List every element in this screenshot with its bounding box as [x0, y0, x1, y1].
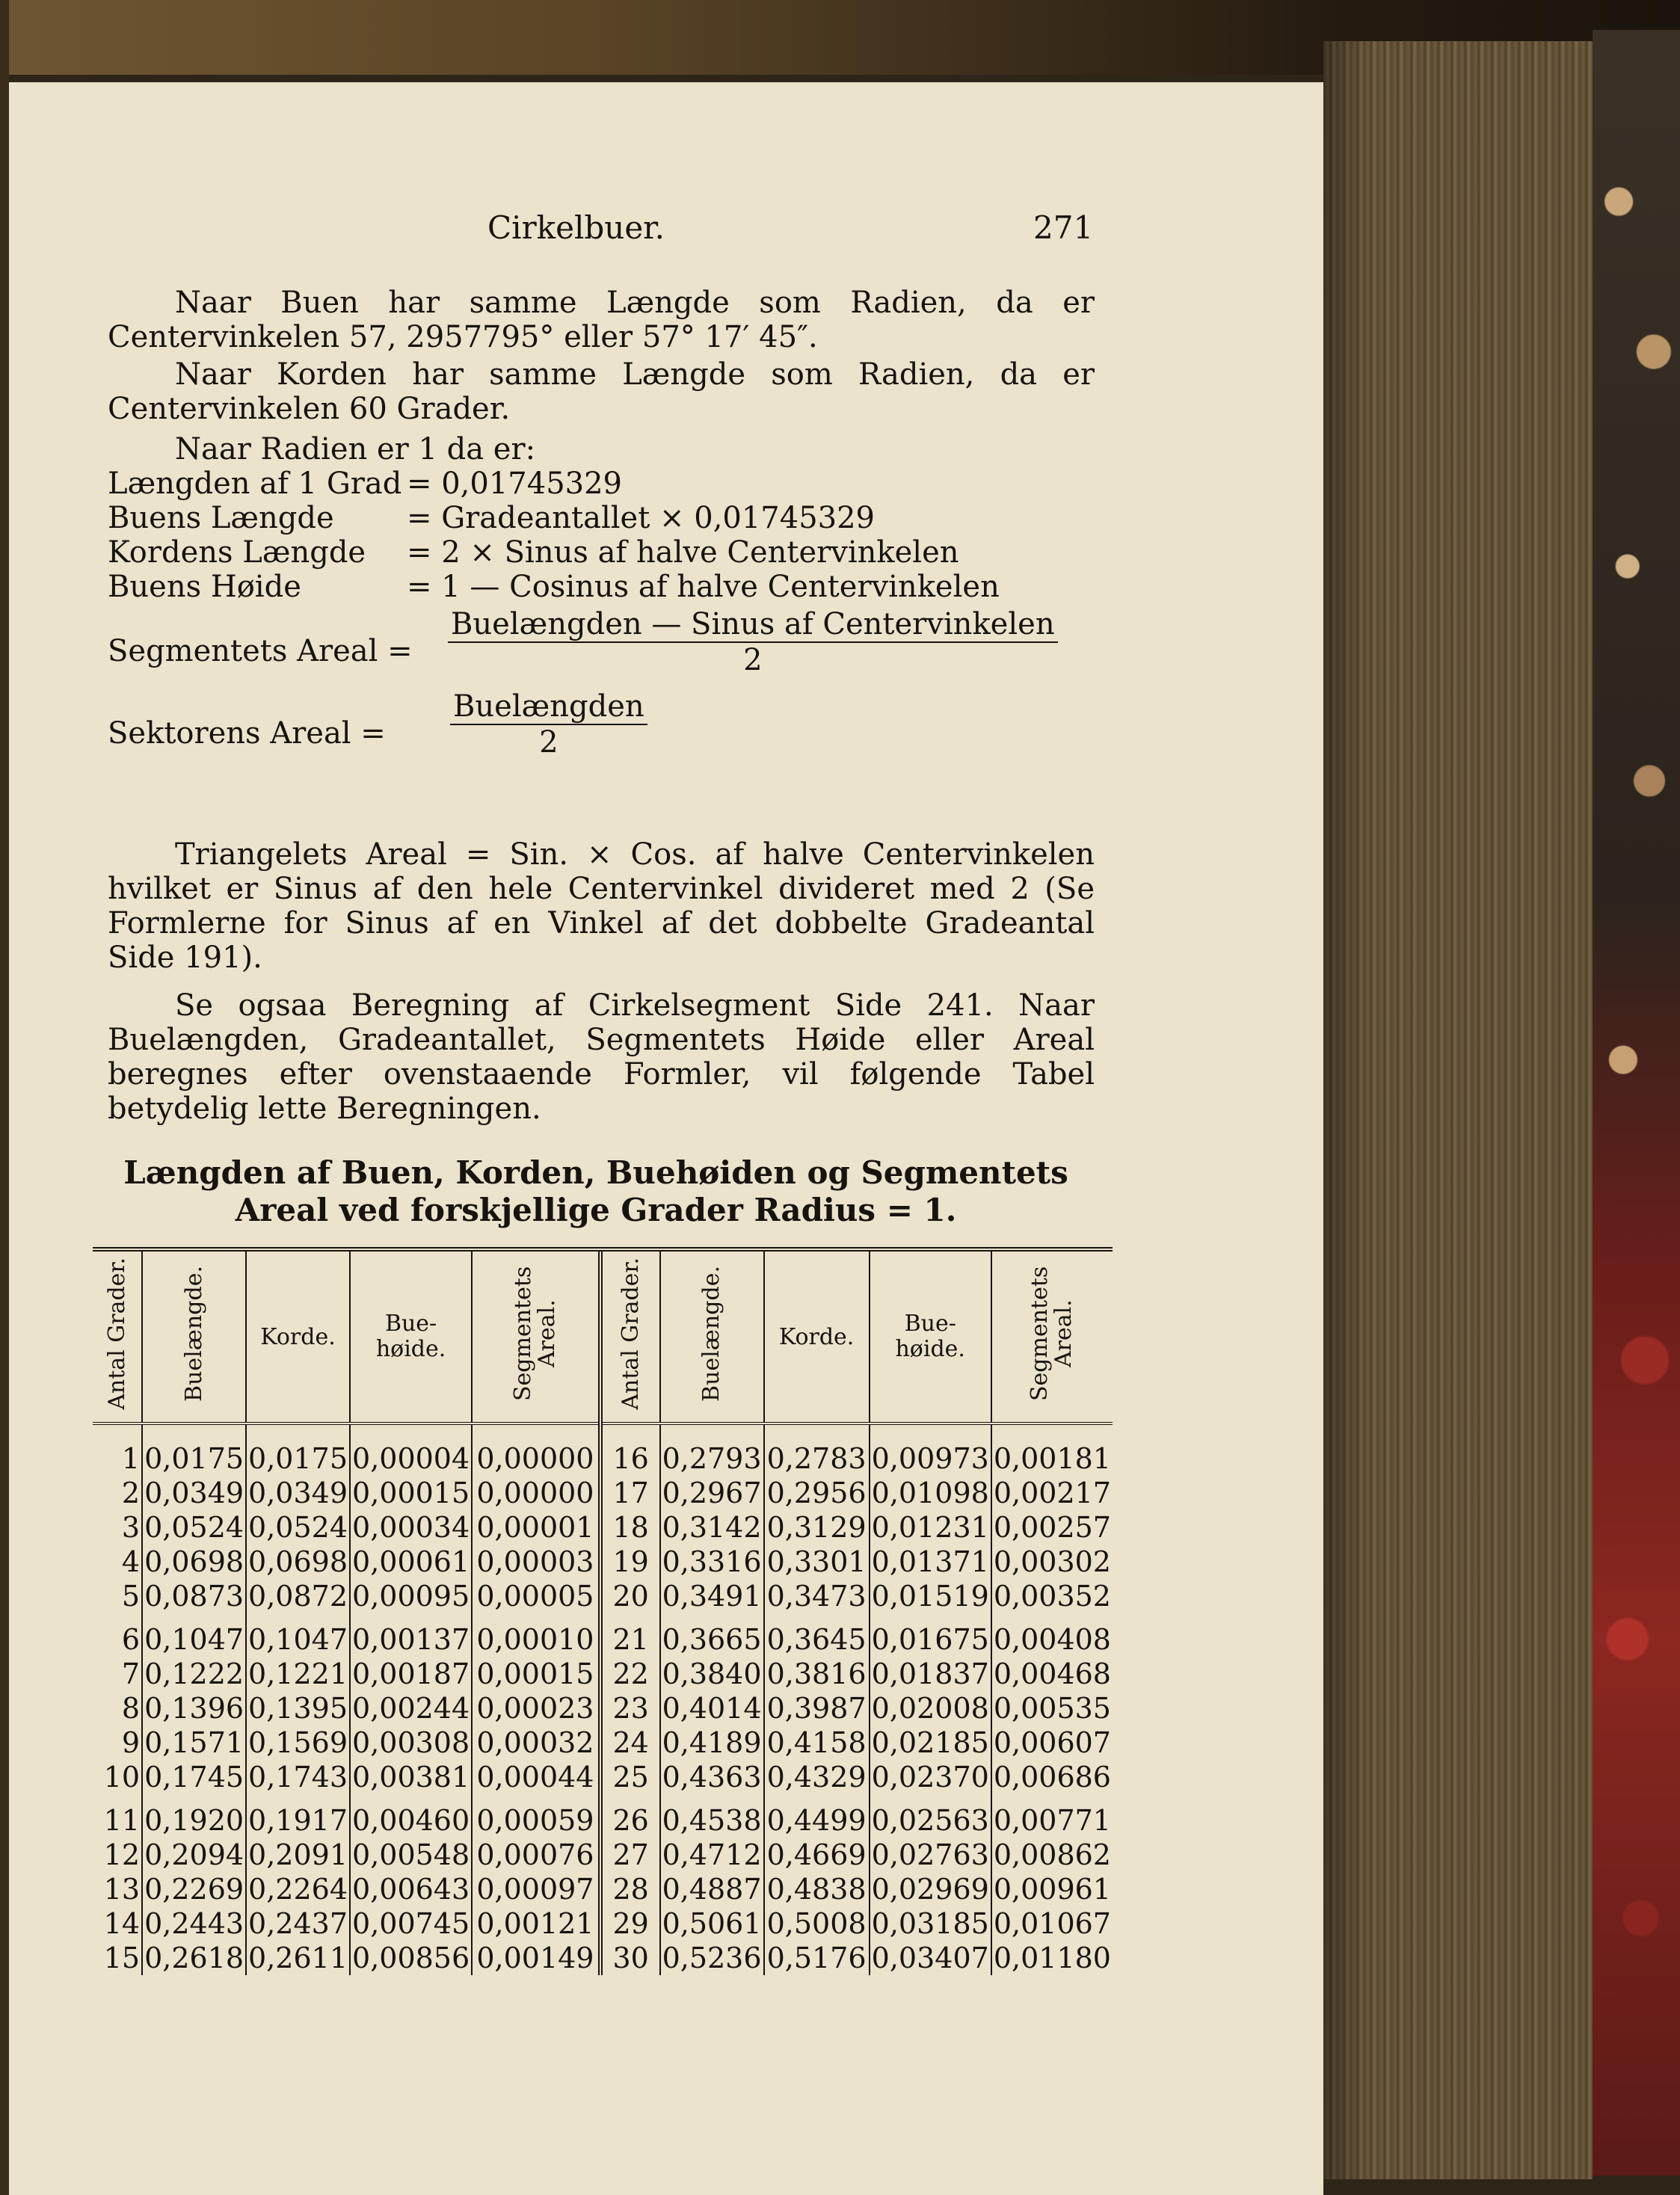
table-row [93, 1794, 1113, 1838]
table-cell: 0,00023 [472, 1691, 600, 1725]
table-cell: 0,00015 [472, 1657, 600, 1691]
table-row [93, 1760, 1113, 1794]
table-cell: 0,2269 [142, 1872, 246, 1906]
table-cell: 0,00005 [472, 1579, 600, 1613]
table-cell: 0,00686 [991, 1760, 1113, 1794]
table-cell: 0,3473 [764, 1579, 870, 1613]
table-cell: 0,3816 [764, 1657, 870, 1691]
table-cell: 3 [121, 1511, 141, 1544]
fraction [450, 689, 647, 760]
table-cell: 17 [600, 1476, 660, 1510]
table-cell: 0,03185 [870, 1906, 991, 1941]
col-header: Bue-høide. [870, 1249, 991, 1423]
table-cell: 0,2091 [246, 1838, 350, 1872]
table-cell: 0,00771 [991, 1794, 1113, 1838]
table-cell: 0,4887 [660, 1872, 764, 1906]
table-cell: 26 [600, 1794, 660, 1838]
table-cell: 0,4538 [660, 1794, 764, 1838]
formula-line: Længden af 1 Grad = 0,01745329 [108, 467, 622, 501]
table-cell: 0,0698 [142, 1545, 246, 1579]
table-cell: 0,0349 [142, 1476, 246, 1510]
formula-list [108, 467, 1000, 604]
table-cell: 30 [600, 1941, 660, 1975]
table-cell: 0,00015 [350, 1476, 472, 1510]
table-cell: 1 [121, 1442, 141, 1475]
table-cell: 0,0524 [142, 1510, 246, 1545]
table-cell: 4 [121, 1545, 141, 1578]
table-cell: 0,00745 [350, 1906, 472, 1941]
table-cell: 0,02185 [870, 1725, 991, 1760]
table-cell: 0,02008 [870, 1691, 991, 1725]
table-cell: 0,00535 [991, 1691, 1113, 1725]
table-cell: 0,00856 [350, 1941, 472, 1975]
col-header: Antal Grader. [600, 1249, 660, 1423]
table-cell: 0,00607 [991, 1725, 1113, 1760]
col-header: Korde. [764, 1249, 870, 1423]
table-cell: 15 [103, 1942, 141, 1974]
col-header: Buelængde. [660, 1249, 764, 1423]
col-header: Buelængde. [142, 1249, 246, 1423]
table-row [93, 1725, 1113, 1760]
table-row [93, 1872, 1113, 1906]
paragraph-chord-equals-radius: Naar Korden har samme Længde som Radien, da er Centervinkelen 60 Grader. [108, 357, 1095, 426]
table-cell: 0,3645 [764, 1613, 870, 1657]
table-cell: 12 [103, 1838, 141, 1871]
table-cell: 0,00217 [991, 1476, 1113, 1510]
col-header: Bue-høide. [350, 1249, 472, 1423]
table-cell: 0,1221 [246, 1657, 350, 1691]
col-header: Segmentets Areal. [991, 1249, 1113, 1423]
table-cell: 0,00408 [991, 1613, 1113, 1657]
table-cell: 0,0349 [246, 1476, 350, 1510]
table-cell: 0,2437 [246, 1906, 350, 1941]
table-cell: 5 [121, 1580, 141, 1613]
table-row [93, 1579, 1113, 1613]
table-cell: 0,02969 [870, 1872, 991, 1906]
table-cell: 0,00961 [991, 1872, 1113, 1906]
table-cell: 0,4669 [764, 1838, 870, 1872]
table-cell: 0,2967 [660, 1476, 764, 1510]
table-cell: 13 [103, 1873, 141, 1906]
formula-label: Segmentets Areal = [108, 634, 413, 668]
table-cell: 0,3840 [660, 1657, 764, 1691]
table-cell: 0,4014 [660, 1691, 764, 1725]
table-cell: 11 [103, 1804, 141, 1837]
table-cell: 0,00137 [350, 1613, 472, 1657]
table-cell: 0,01231 [870, 1510, 991, 1545]
table-row [93, 1476, 1113, 1510]
paragraph-triangle-area: Triangelets Areal = Sin. × Cos. af halve Centervinkelen hvilket er Sinus af den hele Centervinkel divideret med 2 (Se Formlerne for Sinus af en Vinkel af det dobbelte Gradeantal Side 191). [108, 837, 1095, 975]
col-header: Korde. [246, 1249, 350, 1423]
table-cell: 0,5061 [660, 1906, 764, 1941]
table-title: Længden af Buen, Korden, Buehøiden og Segmentets Areal ved forskjellige Grader Radius = 1. [123, 1154, 1068, 1228]
table-cell: 0,4189 [660, 1725, 764, 1760]
table-cell: 29 [600, 1906, 660, 1941]
table-row [93, 1613, 1113, 1657]
table-cell: 0,2956 [764, 1476, 870, 1510]
table-cell: 0,3665 [660, 1613, 764, 1657]
table-cell: 0,3142 [660, 1510, 764, 1545]
table-row [93, 1691, 1113, 1725]
table-cell: 0,00862 [991, 1838, 1113, 1872]
table-cell: 27 [600, 1838, 660, 1872]
table-cell: 0,5176 [764, 1941, 870, 1975]
table-cell: 0,00460 [350, 1794, 472, 1838]
table-cell: 0,2443 [142, 1906, 246, 1941]
table-cell: 0,00000 [472, 1476, 600, 1510]
page-number: 271 [1033, 209, 1094, 246]
table-cell: 0,00034 [350, 1510, 472, 1545]
table-row [93, 1510, 1113, 1545]
table-cell: 0,00149 [472, 1941, 600, 1975]
table-cell: 0,00095 [350, 1579, 472, 1613]
table-row [93, 1941, 1113, 1975]
table-cell: 0,00352 [991, 1579, 1113, 1613]
table-cell: 0,00181 [991, 1423, 1113, 1476]
table-cell: 0,1395 [246, 1691, 350, 1725]
table-cell: 0,00302 [991, 1545, 1113, 1579]
table-cell: 0,01098 [870, 1476, 991, 1510]
table-cell: 14 [103, 1907, 141, 1940]
table-cell: 0,00121 [472, 1906, 600, 1941]
table-cell: 0,00244 [350, 1691, 472, 1725]
table-cell: 0,0524 [246, 1510, 350, 1545]
paragraph-arc-equals-radius: Naar Buen har samme Længde som Radien, da er Centervinkelen 57, 2957795° eller 57° 17′ 45″. [108, 286, 1095, 354]
table-cell: 18 [600, 1510, 660, 1545]
table-cell: 0,00001 [472, 1510, 600, 1545]
table-cell: 0,1571 [142, 1725, 246, 1760]
table-cell: 0,1569 [246, 1725, 350, 1760]
table-cell: 0,2618 [142, 1941, 246, 1975]
running-title: Cirkelbuer. [487, 209, 665, 246]
table-cell: 6 [121, 1623, 141, 1656]
table-row [93, 1906, 1113, 1941]
fraction-numerator: Buelængden [450, 689, 647, 725]
table-cell: 0,02763 [870, 1838, 991, 1872]
paragraph-radius-one: Naar Radien er 1 da er: [175, 432, 536, 467]
table-cell: 0,01675 [870, 1613, 991, 1657]
marbled-cover-edge [1593, 30, 1680, 2176]
table-cell: 0,3316 [660, 1545, 764, 1579]
table-cell: 0,00044 [472, 1760, 600, 1794]
paragraph-see-also: Se ogsaa Beregning af Cirkelsegment Side 241. Naar Buelængden, Gradeantallet, Segmentets Høide eller Areal beregnes efter ovenstaaende Formler, vil følgende Tabel betydelig lette Beregningen. [108, 988, 1095, 1126]
table-cell: 2 [121, 1477, 141, 1509]
table-cell: 0,1396 [142, 1691, 246, 1725]
book-spine-edge [0, 0, 9, 2195]
fraction [448, 607, 1058, 677]
table-cell: 0,2611 [246, 1941, 350, 1975]
table-cell: 0,00643 [350, 1872, 472, 1906]
table-cell: 0,0175 [246, 1423, 350, 1476]
col-header: Segmentets Areal. [472, 1249, 600, 1423]
table-cell: 0,4838 [764, 1872, 870, 1906]
book-page [9, 82, 1323, 2195]
table-cell: 0,1917 [246, 1794, 350, 1838]
table-cell: 0,2264 [246, 1872, 350, 1906]
table-cell: 0,00548 [350, 1838, 472, 1872]
table-cell: 9 [121, 1726, 141, 1759]
table-cell: 0,4363 [660, 1760, 764, 1794]
table-cell: 0,00003 [472, 1545, 600, 1579]
table-cell: 0,01371 [870, 1545, 991, 1579]
table-cell: 0,00059 [472, 1794, 600, 1838]
table-row [93, 1657, 1113, 1691]
table-cell: 0,0698 [246, 1545, 350, 1579]
table-cell: 21 [600, 1613, 660, 1657]
table-cell: 0,5236 [660, 1941, 764, 1975]
table-cell: 0,00010 [472, 1613, 600, 1657]
formula-line: Kordens Længde = 2 × Sinus af halve Centervinkelen [108, 535, 959, 570]
table-cell: 24 [600, 1725, 660, 1760]
table-cell: 28 [600, 1872, 660, 1906]
table-cell: 20 [600, 1579, 660, 1613]
table-cell: 0,02563 [870, 1794, 991, 1838]
table-row [93, 1545, 1113, 1579]
table-cell: 0,00973 [870, 1423, 991, 1476]
table-cell: 22 [600, 1657, 660, 1691]
formula-label: Sektorens Areal = [108, 716, 386, 751]
table-cell: 0,00004 [350, 1423, 472, 1476]
table-cell: 0,4158 [764, 1725, 870, 1760]
table-cell: 0,1222 [142, 1657, 246, 1691]
table-cell: 0,2783 [764, 1423, 870, 1476]
table-cell: 0,03407 [870, 1941, 991, 1975]
table-cell: 0,0872 [246, 1579, 350, 1613]
table-cell: 0,01519 [870, 1579, 991, 1613]
table-cell: 0,1047 [246, 1613, 350, 1657]
table-cell: 0,00187 [350, 1657, 472, 1691]
fraction-denominator: 2 [743, 643, 763, 677]
table-cell: 0,0873 [142, 1579, 246, 1613]
table-cell: 0,0175 [142, 1423, 246, 1476]
table-cell: 23 [600, 1691, 660, 1725]
table-cell: 0,3301 [764, 1545, 870, 1579]
table-cell: 0,00097 [472, 1872, 600, 1906]
table-cell: 10 [103, 1761, 141, 1794]
table-cell: 0,3491 [660, 1579, 764, 1613]
table-cell: 0,00076 [472, 1838, 600, 1872]
table-cell: 0,00468 [991, 1657, 1113, 1691]
table-cell: 0,1745 [142, 1760, 246, 1794]
table-cell: 0,4499 [764, 1794, 870, 1838]
table-cell: 0,02370 [870, 1760, 991, 1794]
table-cell: 0,01180 [991, 1941, 1113, 1975]
table-cell: 0,5008 [764, 1906, 870, 1941]
table-cell: 0,1047 [142, 1613, 246, 1657]
table-cell: 25 [600, 1760, 660, 1794]
table-cell: 0,2094 [142, 1838, 246, 1872]
table-cell: 0,4329 [764, 1760, 870, 1794]
table-cell: 0,2793 [660, 1423, 764, 1476]
fraction-denominator: 2 [539, 725, 559, 760]
table-cell: 0,00257 [991, 1510, 1113, 1545]
table-cell: 0,00381 [350, 1760, 472, 1794]
table-cell: 0,4712 [660, 1838, 764, 1872]
table-cell: 19 [600, 1545, 660, 1579]
table-cell: 0,00308 [350, 1725, 472, 1760]
table-cell: 8 [121, 1692, 141, 1725]
table-cell: 7 [121, 1657, 141, 1690]
table-cell: 16 [600, 1423, 660, 1476]
table-cell: 0,00032 [472, 1725, 600, 1760]
table-row [93, 1423, 1113, 1476]
table-cell: 0,3129 [764, 1510, 870, 1545]
table-cell: 0,01067 [991, 1906, 1113, 1941]
table-cell: 0,01837 [870, 1657, 991, 1691]
fraction-numerator: Buelængden — Sinus af Centervinkelen [448, 607, 1058, 643]
table-cell: 0,00000 [472, 1423, 600, 1476]
table-header-row [93, 1249, 1113, 1423]
formula-line: Buens Høide = 1 — Cosinus af halve Centervinkelen [108, 570, 1000, 604]
formula-line: Buens Længde = Gradeantallet × 0,01745329 [108, 501, 875, 535]
table-cell: 0,1743 [246, 1760, 350, 1794]
table-cell: 0,00061 [350, 1545, 472, 1579]
arc-table [93, 1247, 1113, 1975]
table-row [93, 1838, 1113, 1872]
col-header: Antal Grader. [93, 1249, 142, 1423]
table-cell: 0,1920 [142, 1794, 246, 1838]
table-cell: 0,3987 [764, 1691, 870, 1725]
